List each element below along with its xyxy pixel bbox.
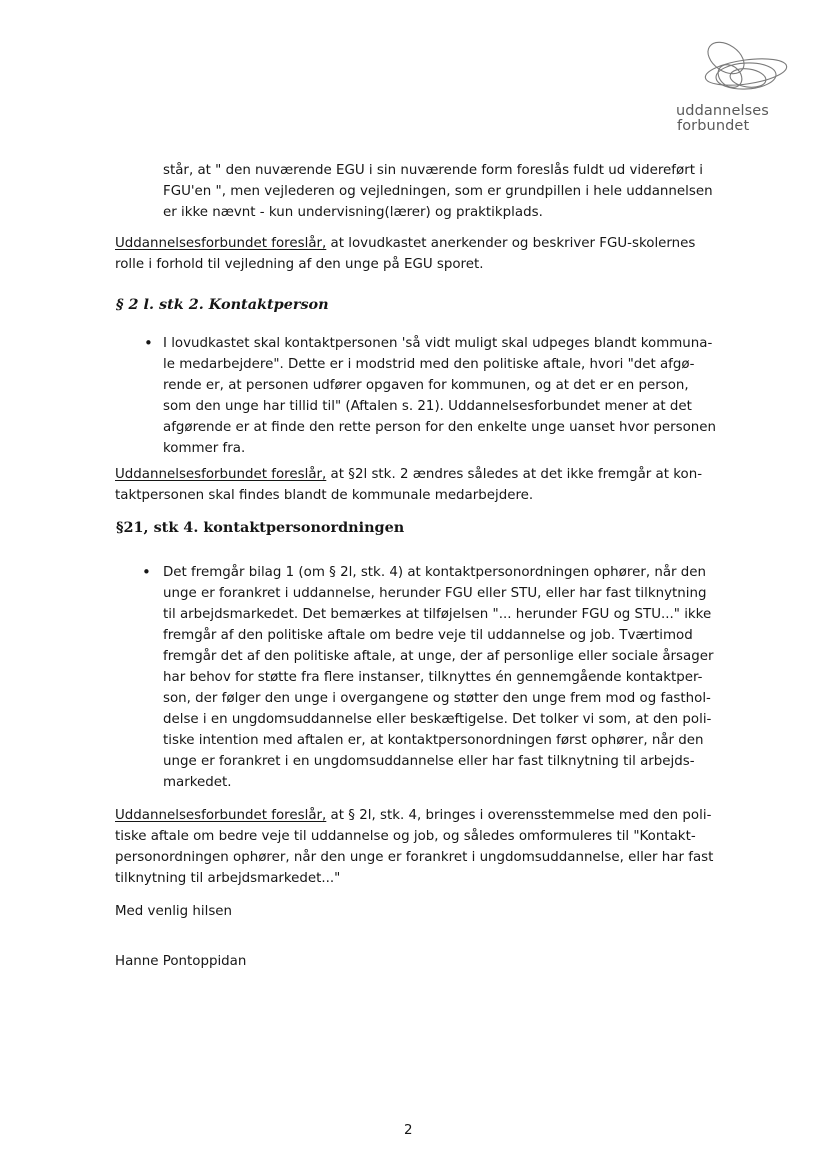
text-line: Det fremgår bilag 1 (om § 2l, stk. 4) at kontaktpersonordningen ophører, når den: [163, 565, 707, 580]
logo-wordmark: [676, 104, 769, 134]
text-line: til arbejdsmarkedet. Det bemærkes at tilføjelsen "... herunder FGU og STU..." ikke: [163, 607, 712, 622]
text-line: som den unge har tillid til" (Aftalen s. 21). Uddannelsesforbundet mener at det: [163, 399, 692, 414]
bullet-icon: •: [142, 563, 151, 581]
text-line: son, der følger den unge i overgangene og støtter den unge frem mod og fasthol-: [163, 691, 711, 706]
text-line: le medarbejdere". Dette er i modstrid med den politiske aftale, hvori "det afgø-: [163, 357, 695, 372]
intro-paragraph: [163, 160, 713, 223]
text-line: FGU'en ", men vejlederen og vejledningen, som er grundpillen i hele uddannelsen: [163, 184, 713, 199]
text-line: I lovudkastet skal kontaktpersonen 'så vidt muligt skal udpeges blandt kommuna-: [163, 336, 713, 351]
text-line: står, at " den nuværende EGU i sin nuværende form foreslås fuldt ud videreført i: [163, 163, 703, 178]
proposal-text: at lovudkastet anerkender og beskriver FGU-skolernes: [326, 236, 696, 251]
organization-logo: [660, 34, 800, 144]
text-line: personordningen ophører, når den unge er forankret i ungdomsuddannelse, eller har fast: [115, 850, 714, 865]
text-line: har behov for støtte fra flere instanser, tilknyttes én gennemgående kontaktper-: [163, 670, 703, 685]
text-line: markedet.: [163, 775, 232, 790]
text-line: [115, 464, 702, 485]
section-heading-kontaktperson: § 2 l. stk 2. Kontaktperson: [116, 296, 329, 313]
logo-mark-icon: [696, 34, 796, 104]
proposal-paragraph-3: [115, 805, 713, 889]
logo-line-1: uddannelses: [676, 103, 769, 119]
proposal-paragraph-2: [115, 464, 702, 506]
text-line: rende er, at personen udfører opgaven for kommunen, og at det er en person,: [163, 378, 689, 393]
text-line: tiske intention med aftalen er, at kontaktpersonordningen først ophører, når den: [163, 733, 704, 748]
section-heading-kontaktpersonordningen: §21, stk 4. kontaktpersonordningen: [116, 519, 405, 536]
text-line: rolle i forhold til vejledning af den unge på EGU sporet.: [115, 257, 484, 272]
bullet-paragraph-2: [163, 562, 713, 793]
proposal-lead: Uddannelsesforbundet foreslår,: [115, 467, 327, 482]
bullet-icon: •: [144, 334, 153, 352]
text-line: delse i en ungdomsuddannelse eller beskæftigelse. Det tolker vi som, at den poli-: [163, 712, 712, 727]
text-line: [115, 233, 695, 254]
text-line: er ikke nævnt - kun undervisning(lærer) og praktikplads.: [163, 205, 543, 220]
text-line: unge er forankret i uddannelse, herunder FGU eller STU, eller har fast tilknytning: [163, 586, 707, 601]
bullet-paragraph-1: [163, 333, 716, 459]
text-line: unge er forankret i en ungdomsuddannelse eller har fast tilknytning til arbejds-: [163, 754, 695, 769]
text-line: afgørende er at finde den rette person for den enkelte unge uanset hvor personen: [163, 420, 716, 435]
logo-line-2: forbundet: [677, 118, 750, 134]
proposal-paragraph-1: [115, 233, 695, 275]
page-number: 2: [404, 1123, 413, 1138]
proposal-text: at §2l stk. 2 ændres således at det ikke fremgår at kon-: [326, 467, 703, 482]
proposal-lead: Uddannelsesforbundet foreslår,: [115, 236, 327, 251]
text-line: tilknytning til arbejdsmarkedet...": [115, 871, 341, 886]
text-line: taktpersonen skal findes blandt de kommunale medarbejdere.: [115, 488, 534, 503]
text-line: fremgår af den politiske aftale om bedre veje til uddannelse og job. Tværtimod: [163, 628, 693, 643]
signature-name: Hanne Pontoppidan: [115, 954, 247, 969]
text-line: tiske aftale om bedre veje til uddannelse og job, og således omformuleres til "Kontakt-: [115, 829, 696, 844]
closing-greeting: Med venlig hilsen: [115, 904, 233, 919]
text-line: fremgår det af den politiske aftale, at unge, der af personlige eller sociale årsager: [163, 649, 714, 664]
text-line: kommer fra.: [163, 441, 246, 456]
proposal-lead: Uddannelsesforbundet foreslår,: [115, 808, 327, 823]
proposal-text: at § 2l, stk. 4, bringes i overensstemmelse med den poli-: [326, 808, 712, 823]
text-line: [115, 805, 713, 826]
